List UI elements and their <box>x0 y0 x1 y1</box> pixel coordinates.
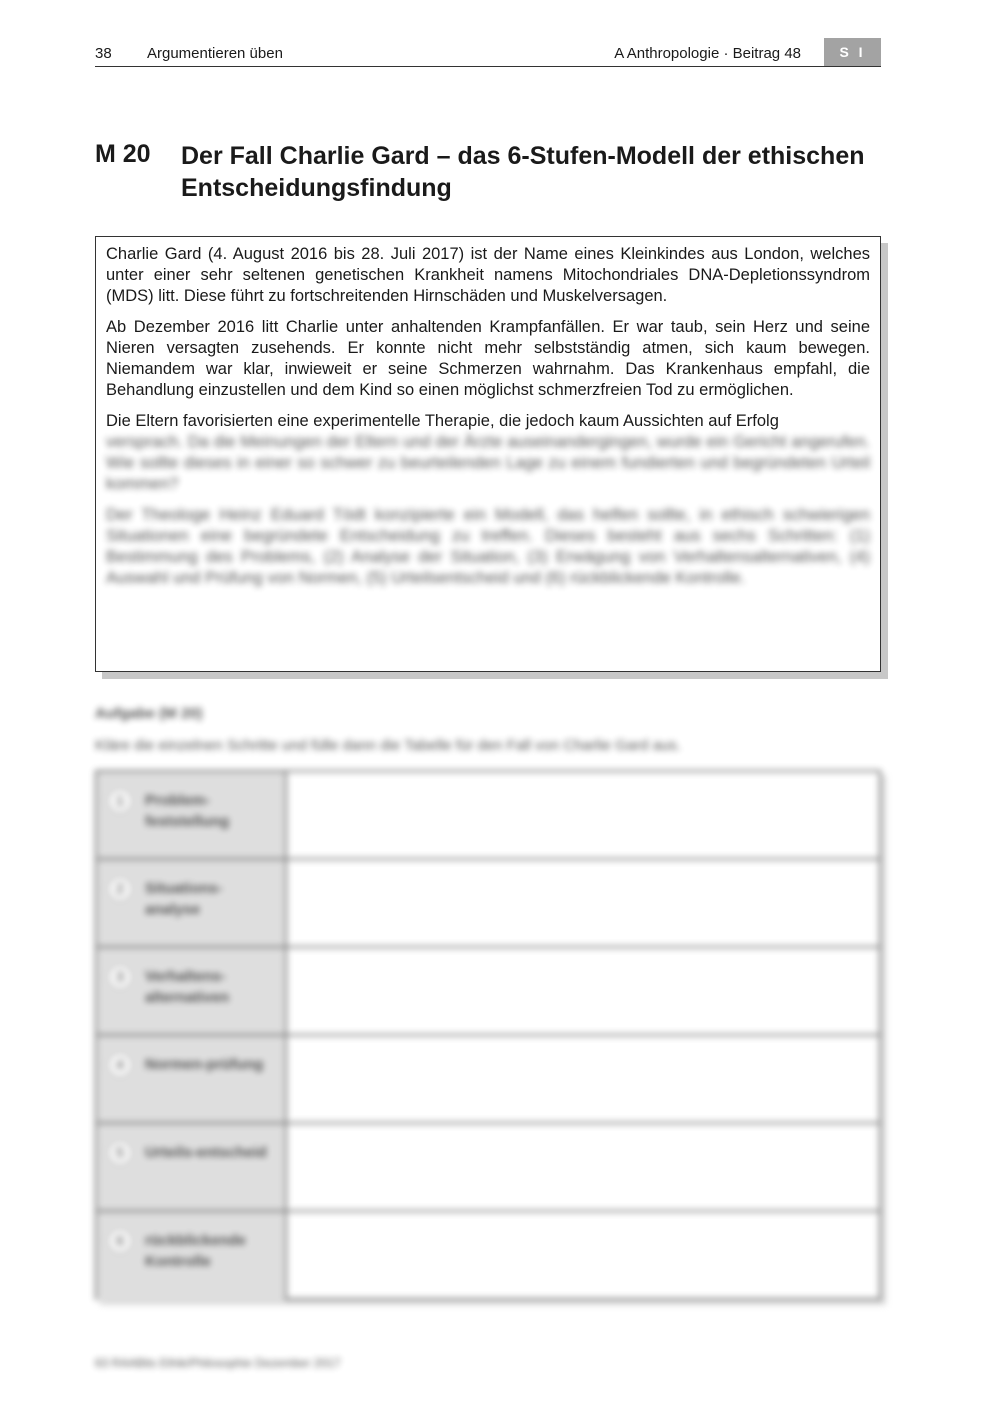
blurred-preview-region <box>106 432 870 589</box>
step-label: Normen-prüfung <box>145 1056 264 1073</box>
table-row <box>97 772 879 860</box>
step-number: 1 <box>107 788 133 814</box>
step-label-cell <box>97 1212 287 1300</box>
step-number: 6 <box>107 1228 133 1254</box>
task-heading: Aufgabe (M 20) <box>95 705 203 722</box>
step-label-cell <box>97 948 287 1034</box>
step-number: 2 <box>107 876 133 902</box>
page-header <box>95 38 881 67</box>
step-number: 3 <box>107 964 133 990</box>
page-number: 38 <box>95 45 112 62</box>
material-code: M 20 <box>95 140 151 168</box>
step-label-cell <box>97 772 287 858</box>
task-instruction: Kläre die einzelnen Schritte und fülle dann die Tabelle für den Fall von Charlie Gard aus. <box>95 737 681 754</box>
step-label: rückblickende Kontrolle <box>145 1232 246 1270</box>
case-paragraph-3-rest: versprach. Da die Meinungen der Eltern und der Ärzte auseinandergingen, wurde ein Gericht angerufen. Wie sollte dieses in einer so schwer zu beurteilenden Lage zu einem fundierten und begründeten Urteil kommen? <box>106 433 870 493</box>
step-label: Situations-analyse <box>145 880 223 918</box>
step-label: Urteils-entscheid <box>145 1144 267 1161</box>
step-number: 4 <box>107 1052 133 1078</box>
case-text-box <box>95 236 881 672</box>
step-label: Problem-feststellung <box>145 792 230 830</box>
table-row <box>97 1124 879 1212</box>
case-paragraph-3-visible: Die Eltern favorisierten eine experimentelle Therapie, die jedoch kaum Aussichten auf Erfolg <box>106 412 779 430</box>
case-paragraph-2: Ab Dezember 2016 litt Charlie unter anhaltenden Krampfanfällen. Er war taub, sein Herz und seine Nieren versagten zusehends. Er konnte nicht mehr selbstständig atmen, sich kaum bewegen. Niemandem war klar, inwieweit er seine Schmerzen wahrnahm. Das Krankenhaus empfahl, die Behandlung einzustellen und dem Kind so einen möglichst schmerzfreien Tod zu ermöglichen. <box>106 318 870 399</box>
table-row <box>97 948 879 1036</box>
steps-table <box>95 770 881 1300</box>
step-number: 5 <box>107 1140 133 1166</box>
step-label-cell <box>97 1036 287 1122</box>
series-title: A Anthropologie · Beitrag 48 <box>614 45 801 62</box>
material-title: Der Fall Charlie Gard – das 6-Stufen-Modell der ethischen Entscheidungsfindung <box>181 142 865 202</box>
table-row <box>97 860 879 948</box>
page-footer: 63 RAABits Ethik/Philosophie Dezember 2017 <box>95 1356 341 1370</box>
step-label-cell <box>97 1124 287 1210</box>
step-label-cell <box>97 860 287 946</box>
case-paragraph-1: Charlie Gard (4. August 2016 bis 28. Juli 2017) ist der Name eines Kleinkindes aus London, welches unter einer sehr seltenen genetischen Krankheit namens Mitochondriales DNA-Depletionssyndrom (MDS) litt. Diese führt zu fortschreitenden Hirnschäden und Muskelversagen. <box>106 245 870 305</box>
case-paragraph-4: Der Theologe Heinz Eduard Tödt konzipierte ein Modell, das helfen sollte, in ethisch schwierigen Situationen eine begründete Entscheidung zu treffen. Dieses besteht aus sechs Schritten: (1) Bestimmung des Problems, (2) Analyse der Situation, (3) Erwägung von Verhaltensalternativen, (4) Auswahl und Prüfung von Normen, (5) Urteilsentscheid und (6) rückblickende Kontrolle. <box>106 506 870 587</box>
step-label: Verhaltens-alternativen <box>145 968 230 1006</box>
section-title: Argumentieren üben <box>147 45 283 62</box>
table-row <box>97 1036 879 1124</box>
table-row <box>97 1212 879 1300</box>
level-badge: S I <box>824 38 881 66</box>
